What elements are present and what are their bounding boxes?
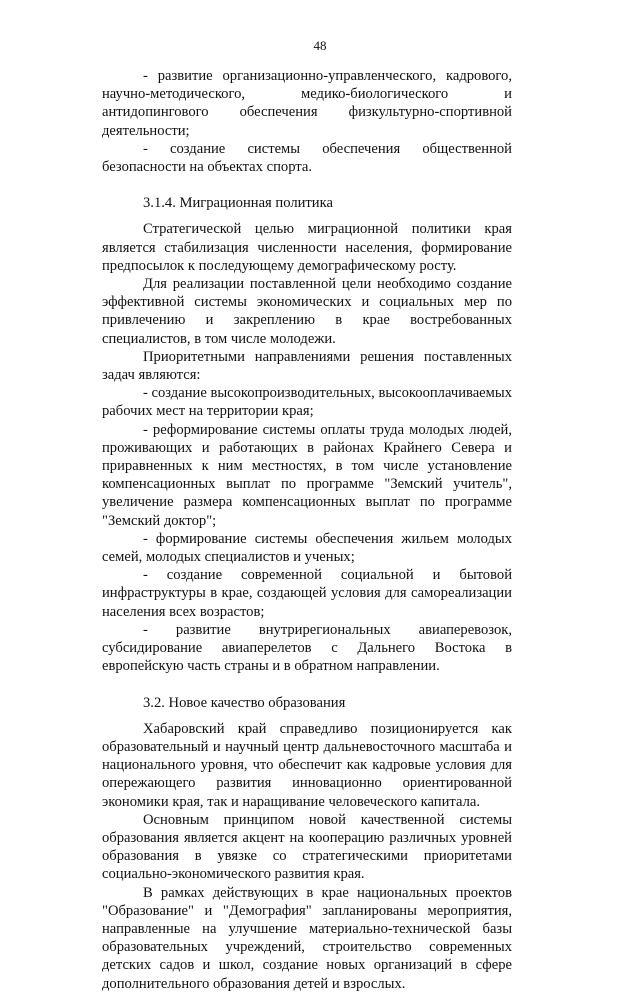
paragraph: Стратегической целью миграционной политики края является стабилизация численности населения, формирование предпосылок к последующему демографическому росту.: [102, 221, 512, 274]
list-item: - формирование системы обеспечения жильем молодых семей, молодых специалистов и ученых;: [102, 530, 512, 566]
paragraph: Хабаровский край справедливо позиционируется как образовательный и научный центр дальневосточного масштаба и национального уровня, что обеспечит как кадровые условия для опережающего развития инновационно ориентированной экономики края, так и наращивание человеческого капитала.: [102, 720, 512, 810]
section-heading-education-quality: 3.2. Новое качество образования: [143, 694, 346, 711]
list-item: - создание современной социальной и бытовой инфраструктуры в крае, создающей условия для самореализации населения всех возрастов;: [102, 567, 512, 620]
list-item: - развитие внутрирегиональных авиаперевозок, субсидирование авиаперелетов с Дальнего Востока в европейскую часть страны и в обратном направлении.: [102, 621, 512, 675]
list-item: - развитие организационно-управленческого, кадрового, научно-методического, медико-биологического и антидопингового обеспечения физкультурно-спортивной деятельности;: [102, 68, 512, 139]
paragraph: Для реализации поставленной цели необходимо создание эффективной системы экономических и социальных мер по привлечению и закреплению в крае востребованных специалистов, в том числе молодежи.: [102, 276, 512, 347]
document-body: [102, 67, 512, 993]
list-item: - реформирование системы оплаты труда молодых людей, проживающих и работающих в районах Крайнего Севера и приравненных к ним местностях, в том числе установление компенсационных выплат по программе "Земский учитель", увеличение размера компенсационных выплат по программе "Земский доктор";: [102, 421, 512, 529]
page-number: 48: [313, 38, 327, 53]
list-item: - создание системы обеспечения общественной безопасности на объектах спорта.: [102, 140, 512, 176]
paragraph: В рамках действующих в крае национальных проектов "Образование" и "Демография" запланированы мероприятия, направленные на улучшение материально-технической базы образовательных учреждений, строительство современных детских садов и школ, создание новых организаций в сфере дополнительного образования детей и взрослых.: [102, 884, 512, 992]
paragraph: Приоритетными направлениями решения поставленных задач являются:: [102, 348, 512, 384]
list-item: - создание высокопроизводительных, высокооплачиваемых рабочих мест на территории края;: [102, 385, 512, 420]
paragraph: Основным принципом новой качественной системы образования является акцент на кооперацию различных уровней образования в увязке со стратегическими приоритетами социально-экономического развития края.: [102, 811, 512, 883]
section-heading-migration-policy: 3.1.4. Миграционная политика: [143, 195, 333, 212]
